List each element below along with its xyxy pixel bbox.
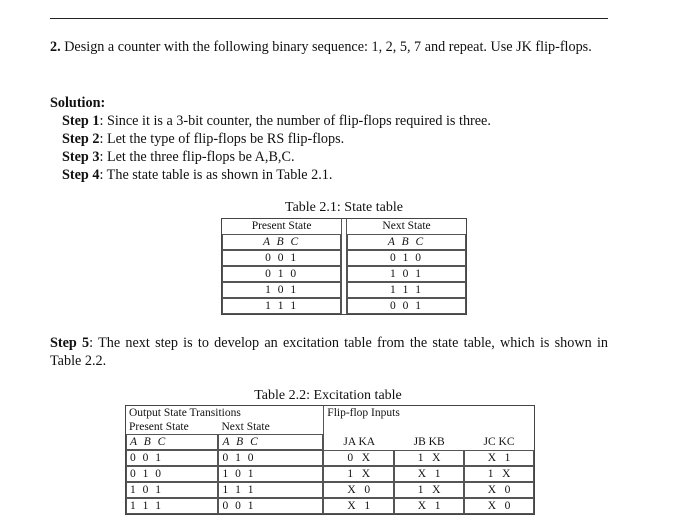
step-2 <box>62 130 602 148</box>
step-5-text: : The next step is to develop an excitation table from the state table, which is shown in Table 2.2. <box>50 335 608 369</box>
question-body: Design a counter with the following binary sequence: 1, 2, 5, 7 and repeat. Use JK flip-flops. <box>64 39 592 55</box>
table2-ja-ka-header: JA KA <box>323 434 394 450</box>
table1-present-cell: 1 1 1 <box>222 298 341 314</box>
state-table <box>221 218 467 315</box>
table2-ja-ka-cell: X 0 <box>323 482 394 498</box>
table2-blank-b <box>394 420 464 434</box>
steps-list <box>62 112 602 184</box>
table1-next-cell: 0 1 0 <box>347 250 466 266</box>
step-5 <box>50 334 608 370</box>
table2-jb-kb-cell: 1 X <box>394 482 464 498</box>
table2-jc-kc-cell: X 0 <box>464 498 534 514</box>
table-row <box>126 482 534 498</box>
table2-next-cell: 0 0 1 <box>218 498 323 514</box>
table2-present-cell: 1 0 1 <box>126 482 218 498</box>
table2-ja-ka-cell: 1 X <box>323 466 394 482</box>
table1-next-cell: 1 1 1 <box>347 282 466 298</box>
step-2-label: Step 2 <box>62 131 100 147</box>
table2-jc-kc-cell: X 0 <box>464 482 534 498</box>
step-4-label: Step 4 <box>62 167 100 183</box>
table1-next-cell: 0 0 1 <box>347 298 466 314</box>
table2-present-cell: 0 0 1 <box>126 450 218 466</box>
table2-next-cell: 1 0 1 <box>218 466 323 482</box>
table2-jc-kc-cell: 1 X <box>464 466 534 482</box>
table-row <box>126 466 534 482</box>
table2-present-cell: 0 1 0 <box>126 466 218 482</box>
table2-present-cell: 1 1 1 <box>126 498 218 514</box>
question-text <box>50 38 610 56</box>
table1-present-subheader: A B C <box>222 234 341 250</box>
table1-present-cell: 1 0 1 <box>222 282 341 298</box>
table2-jb-kb-cell: X 1 <box>394 498 464 514</box>
table1-next-header: Next State <box>382 220 431 232</box>
table2-caption: Table 2.2: Excitation table <box>254 388 402 403</box>
table1-next-cell: 1 0 1 <box>347 266 466 282</box>
table2-group-inputs: Flip-flop Inputs <box>323 406 534 420</box>
table1-present-header: Present State <box>251 220 312 232</box>
table2-present-header: Present State <box>129 421 189 433</box>
top-rule <box>50 18 608 19</box>
table2-group-outputs: Output State Transitions <box>129 407 241 419</box>
step-3 <box>62 148 602 166</box>
step-5-label: Step 5 <box>50 335 90 351</box>
table1-present-cell: 0 1 0 <box>222 266 341 282</box>
table2-next-header: Next State <box>221 421 270 433</box>
table2-blank-c <box>464 420 534 434</box>
table2-jb-kb-cell: X 1 <box>394 466 464 482</box>
table1-next-subheader: A B C <box>347 234 466 250</box>
table2-next-cell: 0 1 0 <box>218 450 323 466</box>
table2-jb-kb-header: JB KB <box>413 436 445 448</box>
table1-present-cell: 0 0 1 <box>222 250 341 266</box>
table2-jc-kc-header: JC KC <box>483 436 515 448</box>
step-3-label: Step 3 <box>62 149 100 165</box>
solution-label: Solution: <box>50 95 106 111</box>
table-row <box>126 498 534 514</box>
step-2-text: : Let the type of flip-flops be RS flip-flops. <box>99 131 345 147</box>
excitation-table <box>125 405 535 515</box>
table2-next-cell: 1 1 1 <box>218 482 323 498</box>
question-number: 2. <box>50 39 61 55</box>
table2-next-subheader: A B C <box>218 434 323 450</box>
table1-caption: Table 2.1: State table <box>285 200 403 215</box>
step-4 <box>62 166 602 184</box>
step-4-text: : The state table is as shown in Table 2.1. <box>99 167 333 183</box>
step-1-label: Step 1 <box>62 113 100 129</box>
table2-present-subheader: A B C <box>126 434 218 450</box>
table-row <box>126 450 534 466</box>
table2-blank-a <box>323 420 394 434</box>
step-1-text: : Since it is a 3-bit counter, the number of flip-flops required is three. <box>99 113 491 129</box>
table2-ja-ka-cell: X 1 <box>323 498 394 514</box>
table2-jb-kb-cell: 1 X <box>394 450 464 466</box>
table2-ja-ka-cell: 0 X <box>323 450 394 466</box>
step-3-text: : Let the three flip-flops be A,B,C. <box>99 149 295 165</box>
table2-jc-kc-cell: X 1 <box>464 450 534 466</box>
step-1 <box>62 112 602 130</box>
